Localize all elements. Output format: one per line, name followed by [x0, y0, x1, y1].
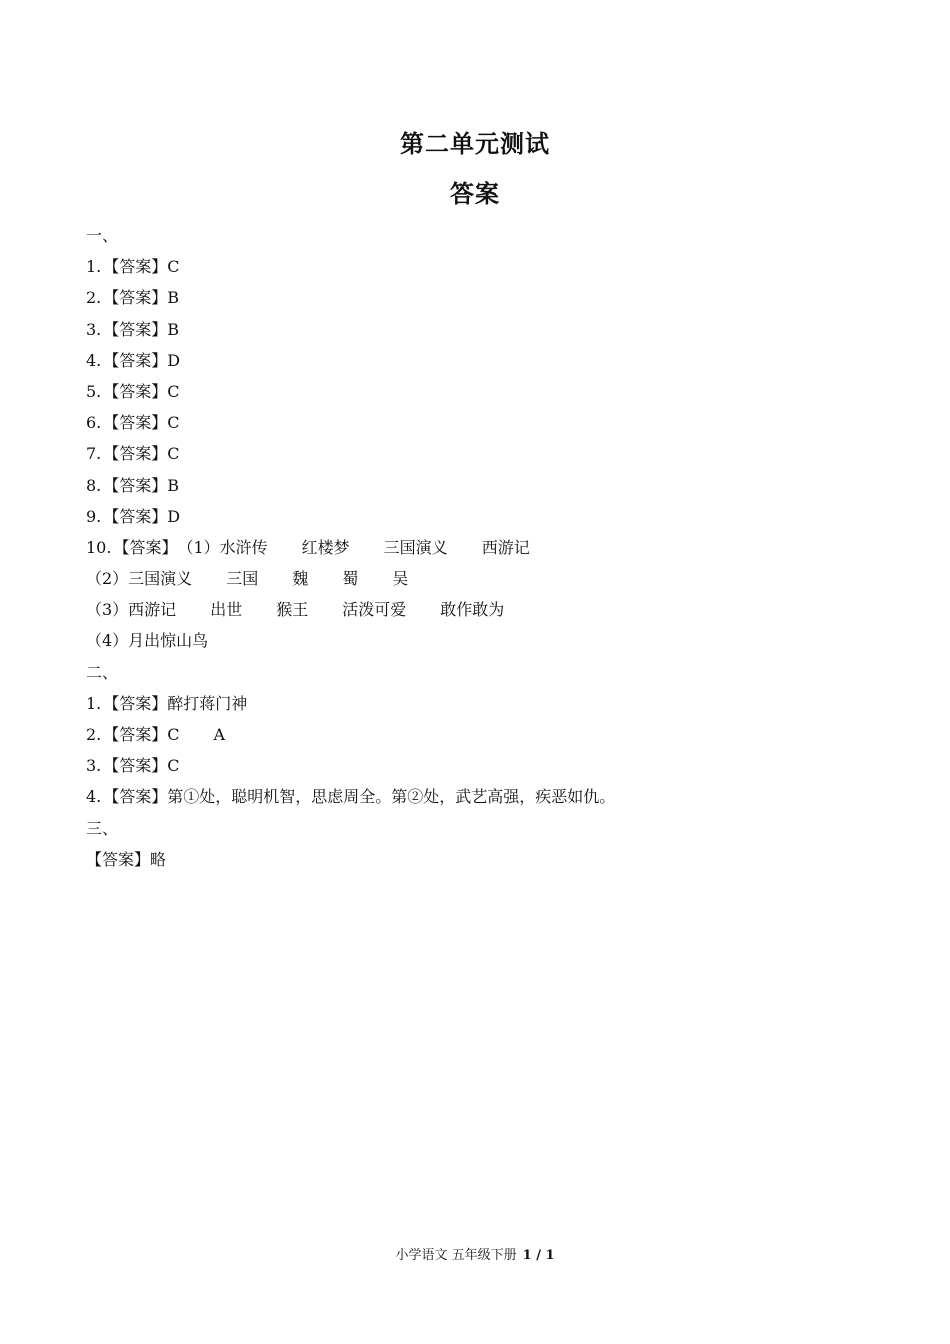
answer-item: （2）三国演义 [86, 569, 193, 589]
answer-line-2-2 [86, 719, 886, 750]
answer-item: 西游记 [481, 537, 530, 557]
answer-text: 【答案】B [103, 319, 180, 339]
answer-line-10 [86, 532, 886, 563]
answer-line-2-1 [86, 688, 886, 719]
section-heading-3: 三、 [86, 818, 119, 838]
answer-item: 活泼可爱 [342, 600, 407, 620]
page-number: 1 / 1 [522, 1248, 555, 1263]
answer-line-5 [86, 376, 886, 407]
page-footer [0, 1244, 950, 1263]
answer-item: 吴 [392, 569, 409, 589]
answer-number: 2. [86, 725, 102, 744]
answer-number: 4. [86, 350, 102, 370]
answer-number: 6. [86, 413, 102, 433]
answer-line-8 [86, 470, 886, 501]
answer-text: 【答案】醉打蒋门神 [103, 693, 248, 713]
answer-item: 三国演义 [383, 537, 448, 557]
answer-number: 8. [86, 475, 102, 495]
answer-number: 1. [86, 693, 102, 713]
answer-number: 9. [86, 506, 102, 526]
answer-line-3 [86, 314, 886, 345]
answer-item: （1）水浒传 [177, 537, 268, 557]
answer-text: 【答案】C [103, 444, 180, 464]
answer-list [86, 220, 886, 875]
answer-item: 魏 [292, 569, 309, 589]
answer-number: 10. [86, 537, 112, 557]
answer-number: 1. [86, 257, 102, 277]
answer-line-2 [86, 282, 886, 313]
answer-number: 5. [86, 381, 102, 401]
answer-line-2-4 [86, 781, 886, 812]
answer-line-2-3 [86, 750, 886, 781]
answer-number: 3. [86, 319, 102, 339]
answer-line-6 [86, 407, 886, 438]
answer-text: 【答案】B [103, 475, 180, 495]
answer-line-1 [86, 251, 886, 282]
answer-line-4 [86, 345, 886, 376]
answer-item: 敢作敢为 [440, 600, 505, 620]
answer-line-9 [86, 501, 886, 532]
answer-number: 7. [86, 444, 102, 464]
section-heading-1: 一、 [86, 226, 119, 245]
answer-line-10-part3 [86, 594, 886, 625]
answer-line-3-1: 【答案】略 [86, 849, 167, 869]
answer-text: 【答案】C [103, 413, 180, 433]
answer-line-7 [86, 438, 886, 469]
answer-text: 【答案】C [103, 725, 180, 744]
answer-item: A [213, 725, 226, 744]
answer-text: 【答案】C [103, 756, 180, 776]
answer-text: 【答案】第①处，聪明机智，思虑周全。第②处，武艺高强，疾恶如仇。 [103, 787, 616, 807]
answer-number: 2. [86, 288, 102, 308]
page-subtitle: 答案 [450, 180, 500, 208]
page-title: 第二单元测试 [400, 130, 550, 158]
section-heading-2: 二、 [86, 662, 119, 682]
footer-text: 小学语文 五年级下册 [395, 1248, 517, 1263]
answer-item: 猴王 [276, 600, 309, 620]
answer-item: 出世 [210, 600, 243, 620]
answer-text: 【答案】B [103, 288, 180, 308]
answer-text: 【答案】D [103, 350, 181, 370]
answer-text: 【答案】D [103, 506, 181, 526]
answer-line-10-part4 [86, 625, 886, 656]
answer-text: 【答案】C [103, 381, 180, 401]
answer-item: （4）月出惊山鸟 [86, 631, 209, 651]
answer-item: 蜀 [342, 569, 359, 589]
answer-line-10-part2 [86, 563, 886, 594]
answer-number: 3. [86, 756, 102, 776]
answer-item: 红楼梦 [301, 537, 350, 557]
answer-item: 三国 [226, 569, 259, 589]
answer-item: （3）西游记 [86, 600, 177, 620]
answer-number: 4. [86, 787, 102, 807]
answer-text: 【答案】C [103, 257, 180, 277]
answer-label: 【答案】 [113, 537, 178, 557]
